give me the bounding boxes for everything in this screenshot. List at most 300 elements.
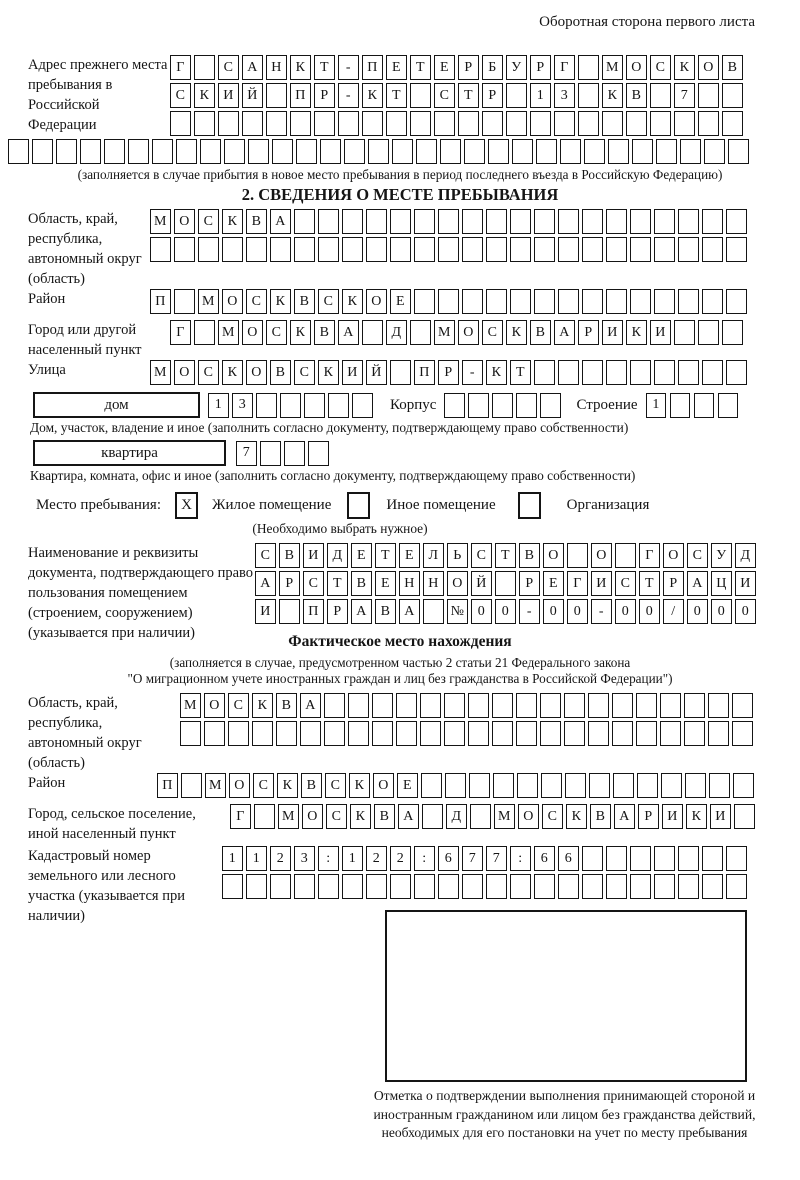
char-box[interactable]	[296, 139, 317, 164]
char-box[interactable]	[104, 139, 125, 164]
char-box[interactable]	[328, 393, 349, 418]
char-box[interactable]: Г	[230, 804, 251, 829]
char-box[interactable]	[654, 237, 675, 262]
char-box[interactable]	[486, 209, 507, 234]
char-box[interactable]	[414, 209, 435, 234]
char-box[interactable]	[314, 111, 335, 136]
char-box[interactable]: 7	[236, 441, 257, 466]
char-box[interactable]	[558, 360, 579, 385]
char-box[interactable]	[732, 721, 753, 746]
char-box[interactable]	[495, 571, 516, 596]
char-box[interactable]: Е	[375, 571, 396, 596]
char-box[interactable]	[602, 111, 623, 136]
char-box[interactable]: М	[494, 804, 515, 829]
char-box[interactable]: С	[294, 360, 315, 385]
char-box[interactable]	[540, 693, 561, 718]
char-box[interactable]	[726, 289, 747, 314]
char-box[interactable]	[414, 874, 435, 899]
char-box[interactable]: -	[338, 83, 359, 108]
char-box[interactable]	[732, 693, 753, 718]
char-box[interactable]: -	[519, 599, 540, 624]
char-box[interactable]: 1	[342, 846, 363, 871]
char-box[interactable]	[421, 773, 442, 798]
char-box[interactable]: В	[270, 360, 291, 385]
char-box[interactable]	[582, 846, 603, 871]
char-box[interactable]: Л	[423, 543, 444, 568]
char-box[interactable]	[698, 111, 719, 136]
char-box[interactable]	[615, 543, 636, 568]
char-box[interactable]: О	[222, 289, 243, 314]
char-box[interactable]	[438, 237, 459, 262]
char-box[interactable]	[180, 721, 201, 746]
char-box[interactable]	[318, 874, 339, 899]
char-box[interactable]	[558, 289, 579, 314]
char-box[interactable]	[242, 111, 263, 136]
char-box[interactable]	[80, 139, 101, 164]
char-box[interactable]	[510, 237, 531, 262]
char-box[interactable]	[582, 237, 603, 262]
char-box[interactable]	[660, 693, 681, 718]
char-box[interactable]	[276, 721, 297, 746]
char-box[interactable]	[344, 139, 365, 164]
char-box[interactable]: М	[278, 804, 299, 829]
char-box[interactable]: В	[374, 804, 395, 829]
char-box[interactable]: О	[518, 804, 539, 829]
char-box[interactable]: Т	[386, 83, 407, 108]
char-box[interactable]	[222, 237, 243, 262]
char-box[interactable]: -	[338, 55, 359, 80]
char-box[interactable]	[630, 360, 651, 385]
char-box[interactable]: С	[318, 289, 339, 314]
char-box[interactable]: О	[366, 289, 387, 314]
char-box[interactable]	[200, 139, 221, 164]
char-box[interactable]	[678, 846, 699, 871]
char-box[interactable]: И	[710, 804, 731, 829]
char-box[interactable]	[410, 111, 431, 136]
char-box[interactable]: С	[198, 209, 219, 234]
char-box[interactable]: М	[602, 55, 623, 80]
char-box[interactable]: О	[698, 55, 719, 80]
char-box[interactable]	[410, 320, 431, 345]
char-box[interactable]: 0	[543, 599, 564, 624]
char-box[interactable]	[726, 846, 747, 871]
char-box[interactable]: 6	[558, 846, 579, 871]
char-box[interactable]: Ц	[711, 571, 732, 596]
other-premises-checkbox[interactable]	[347, 492, 370, 519]
char-box[interactable]	[678, 209, 699, 234]
char-box[interactable]: Р	[279, 571, 300, 596]
char-box[interactable]	[438, 874, 459, 899]
char-box[interactable]: 2	[270, 846, 291, 871]
char-box[interactable]: В	[301, 773, 322, 798]
char-box[interactable]: Р	[482, 83, 503, 108]
char-box[interactable]	[284, 441, 305, 466]
char-box[interactable]	[416, 139, 437, 164]
char-box[interactable]	[582, 209, 603, 234]
char-box[interactable]: С	[303, 571, 324, 596]
char-box[interactable]	[390, 209, 411, 234]
char-box[interactable]	[486, 289, 507, 314]
char-box[interactable]	[626, 111, 647, 136]
char-box[interactable]: 1	[208, 393, 229, 418]
char-box[interactable]: В	[276, 693, 297, 718]
char-box[interactable]	[606, 874, 627, 899]
char-box[interactable]	[534, 874, 555, 899]
char-box[interactable]	[492, 393, 513, 418]
char-box[interactable]	[420, 721, 441, 746]
char-box[interactable]: Г	[567, 571, 588, 596]
char-box[interactable]	[294, 874, 315, 899]
char-box[interactable]	[636, 693, 657, 718]
char-box[interactable]	[656, 139, 677, 164]
char-box[interactable]: :	[318, 846, 339, 871]
char-box[interactable]: К	[270, 289, 291, 314]
char-box[interactable]	[444, 721, 465, 746]
char-box[interactable]	[606, 237, 627, 262]
char-box[interactable]: -	[462, 360, 483, 385]
char-box[interactable]	[304, 393, 325, 418]
char-box[interactable]: 6	[438, 846, 459, 871]
char-box[interactable]	[181, 773, 202, 798]
char-box[interactable]: И	[591, 571, 612, 596]
char-box[interactable]: О	[663, 543, 684, 568]
char-box[interactable]	[612, 721, 633, 746]
char-box[interactable]	[702, 846, 723, 871]
char-box[interactable]	[318, 237, 339, 262]
char-box[interactable]	[650, 83, 671, 108]
char-box[interactable]: 3	[554, 83, 575, 108]
char-box[interactable]	[636, 721, 657, 746]
char-box[interactable]	[488, 139, 509, 164]
char-box[interactable]	[630, 874, 651, 899]
char-box[interactable]	[434, 111, 455, 136]
char-box[interactable]	[246, 874, 267, 899]
char-box[interactable]: 7	[486, 846, 507, 871]
char-box[interactable]	[270, 237, 291, 262]
char-box[interactable]: 2	[390, 846, 411, 871]
char-box[interactable]: Б	[482, 55, 503, 80]
char-box[interactable]	[678, 237, 699, 262]
char-box[interactable]: В	[294, 289, 315, 314]
char-box[interactable]	[684, 693, 705, 718]
char-box[interactable]	[410, 83, 431, 108]
char-box[interactable]: И	[650, 320, 671, 345]
char-box[interactable]	[294, 209, 315, 234]
char-box[interactable]	[368, 139, 389, 164]
char-box[interactable]: К	[318, 360, 339, 385]
char-box[interactable]	[492, 721, 513, 746]
char-box[interactable]	[510, 209, 531, 234]
char-box[interactable]: Г	[639, 543, 660, 568]
char-box[interactable]: 0	[495, 599, 516, 624]
char-box[interactable]: 1	[246, 846, 267, 871]
char-box[interactable]	[517, 773, 538, 798]
char-box[interactable]: В	[519, 543, 540, 568]
char-box[interactable]	[606, 360, 627, 385]
char-box[interactable]	[150, 237, 171, 262]
char-box[interactable]	[414, 237, 435, 262]
char-box[interactable]	[516, 693, 537, 718]
char-box[interactable]: С	[326, 804, 347, 829]
char-box[interactable]: О	[246, 360, 267, 385]
char-box[interactable]: С	[615, 571, 636, 596]
char-box[interactable]	[678, 360, 699, 385]
char-box[interactable]	[582, 289, 603, 314]
char-box[interactable]: С	[218, 55, 239, 80]
char-box[interactable]	[469, 773, 490, 798]
char-box[interactable]: С	[253, 773, 274, 798]
char-box[interactable]	[670, 393, 691, 418]
char-box[interactable]	[589, 773, 610, 798]
char-box[interactable]: К	[566, 804, 587, 829]
char-box[interactable]	[726, 874, 747, 899]
char-box[interactable]: О	[373, 773, 394, 798]
char-box[interactable]: К	[362, 83, 383, 108]
char-box[interactable]	[440, 139, 461, 164]
char-box[interactable]	[733, 773, 754, 798]
char-box[interactable]	[470, 804, 491, 829]
char-box[interactable]	[578, 83, 599, 108]
char-box[interactable]	[194, 55, 215, 80]
char-box[interactable]: Т	[375, 543, 396, 568]
char-box[interactable]: Р	[314, 83, 335, 108]
char-box[interactable]	[390, 237, 411, 262]
char-box[interactable]	[510, 289, 531, 314]
char-box[interactable]: О	[174, 360, 195, 385]
char-box[interactable]: О	[591, 543, 612, 568]
char-box[interactable]	[290, 111, 311, 136]
char-box[interactable]: А	[398, 804, 419, 829]
char-box[interactable]: О	[204, 693, 225, 718]
char-box[interactable]	[486, 237, 507, 262]
char-box[interactable]	[390, 874, 411, 899]
char-box[interactable]: Р	[458, 55, 479, 80]
char-box[interactable]: М	[180, 693, 201, 718]
char-box[interactable]: П	[157, 773, 178, 798]
char-box[interactable]	[565, 773, 586, 798]
char-box[interactable]	[722, 83, 743, 108]
char-box[interactable]: Т	[639, 571, 660, 596]
char-box[interactable]	[654, 874, 675, 899]
char-box[interactable]: 0	[711, 599, 732, 624]
char-box[interactable]	[222, 874, 243, 899]
char-box[interactable]	[726, 237, 747, 262]
char-box[interactable]: Е	[399, 543, 420, 568]
char-box[interactable]: Е	[543, 571, 564, 596]
char-box[interactable]	[248, 139, 269, 164]
char-box[interactable]	[510, 874, 531, 899]
char-box[interactable]: Р	[438, 360, 459, 385]
char-box[interactable]: 0	[639, 599, 660, 624]
char-box[interactable]	[462, 237, 483, 262]
char-box[interactable]: Т	[314, 55, 335, 80]
char-box[interactable]: Й	[366, 360, 387, 385]
char-box[interactable]	[462, 289, 483, 314]
char-box[interactable]	[704, 139, 725, 164]
char-box[interactable]	[438, 289, 459, 314]
char-box[interactable]	[152, 139, 173, 164]
char-box[interactable]	[558, 874, 579, 899]
char-box[interactable]	[170, 111, 191, 136]
char-box[interactable]	[702, 874, 723, 899]
char-box[interactable]	[678, 874, 699, 899]
char-box[interactable]	[702, 360, 723, 385]
char-box[interactable]: В	[722, 55, 743, 80]
char-box[interactable]: 0	[687, 599, 708, 624]
char-box[interactable]: А	[351, 599, 372, 624]
char-box[interactable]	[338, 111, 359, 136]
char-box[interactable]	[654, 360, 675, 385]
char-box[interactable]: С	[170, 83, 191, 108]
char-box[interactable]	[462, 874, 483, 899]
char-box[interactable]: Е	[397, 773, 418, 798]
char-box[interactable]	[392, 139, 413, 164]
char-box[interactable]: Г	[554, 55, 575, 80]
char-box[interactable]	[280, 393, 301, 418]
char-box[interactable]: 3	[294, 846, 315, 871]
char-box[interactable]	[218, 111, 239, 136]
char-box[interactable]	[492, 693, 513, 718]
char-box[interactable]	[324, 693, 345, 718]
char-box[interactable]	[540, 721, 561, 746]
char-box[interactable]: 7	[674, 83, 695, 108]
char-box[interactable]: Е	[386, 55, 407, 80]
char-box[interactable]	[694, 393, 715, 418]
char-box[interactable]: О	[174, 209, 195, 234]
char-box[interactable]: К	[222, 209, 243, 234]
char-box[interactable]: П	[150, 289, 171, 314]
char-box[interactable]	[608, 139, 629, 164]
char-box[interactable]	[372, 721, 393, 746]
char-box[interactable]: К	[342, 289, 363, 314]
char-box[interactable]: В	[314, 320, 335, 345]
char-box[interactable]	[198, 237, 219, 262]
char-box[interactable]	[516, 393, 537, 418]
char-box[interactable]: Д	[735, 543, 756, 568]
char-box[interactable]: К	[290, 320, 311, 345]
char-box[interactable]: К	[194, 83, 215, 108]
char-box[interactable]: О	[626, 55, 647, 80]
char-box[interactable]	[660, 721, 681, 746]
char-box[interactable]	[8, 139, 29, 164]
char-box[interactable]: П	[290, 83, 311, 108]
char-box[interactable]: С	[687, 543, 708, 568]
char-box[interactable]	[541, 773, 562, 798]
char-box[interactable]: Д	[327, 543, 348, 568]
char-box[interactable]: В	[590, 804, 611, 829]
char-box[interactable]	[324, 721, 345, 746]
char-box[interactable]: Д	[446, 804, 467, 829]
char-box[interactable]	[734, 804, 755, 829]
char-box[interactable]	[554, 111, 575, 136]
char-box[interactable]: И	[218, 83, 239, 108]
char-box[interactable]	[702, 237, 723, 262]
char-box[interactable]: Т	[510, 360, 531, 385]
char-box[interactable]: О	[447, 571, 468, 596]
char-box[interactable]	[678, 289, 699, 314]
char-box[interactable]	[294, 237, 315, 262]
char-box[interactable]: У	[506, 55, 527, 80]
char-box[interactable]: Р	[663, 571, 684, 596]
char-box[interactable]: С	[542, 804, 563, 829]
char-box[interactable]	[224, 139, 245, 164]
char-box[interactable]: Т	[410, 55, 431, 80]
char-box[interactable]	[708, 721, 729, 746]
char-box[interactable]: 6	[534, 846, 555, 871]
char-box[interactable]	[56, 139, 77, 164]
char-box[interactable]	[722, 320, 743, 345]
char-box[interactable]	[567, 543, 588, 568]
char-box[interactable]	[390, 360, 411, 385]
char-box[interactable]	[372, 693, 393, 718]
char-box[interactable]	[684, 721, 705, 746]
char-box[interactable]	[578, 55, 599, 80]
char-box[interactable]: М	[150, 209, 171, 234]
char-box[interactable]: И	[342, 360, 363, 385]
char-box[interactable]	[630, 289, 651, 314]
char-box[interactable]: :	[510, 846, 531, 871]
char-box[interactable]	[606, 846, 627, 871]
char-box[interactable]: А	[255, 571, 276, 596]
char-box[interactable]	[458, 111, 479, 136]
char-box[interactable]: Г	[170, 320, 191, 345]
char-box[interactable]	[396, 693, 417, 718]
char-box[interactable]	[260, 441, 281, 466]
char-box[interactable]: О	[302, 804, 323, 829]
char-box[interactable]: Т	[327, 571, 348, 596]
char-box[interactable]: С	[471, 543, 492, 568]
char-box[interactable]	[414, 289, 435, 314]
char-box[interactable]: Н	[266, 55, 287, 80]
char-box[interactable]: А	[242, 55, 263, 80]
char-box[interactable]	[558, 237, 579, 262]
char-box[interactable]: К	[277, 773, 298, 798]
char-box[interactable]: Д	[386, 320, 407, 345]
char-box[interactable]	[362, 111, 383, 136]
char-box[interactable]	[320, 139, 341, 164]
char-box[interactable]: 2	[366, 846, 387, 871]
char-box[interactable]	[674, 111, 695, 136]
char-box[interactable]	[366, 209, 387, 234]
char-box[interactable]: В	[626, 83, 647, 108]
char-box[interactable]: Й	[471, 571, 492, 596]
char-box[interactable]: И	[602, 320, 623, 345]
char-box[interactable]	[362, 320, 383, 345]
char-box[interactable]: Е	[434, 55, 455, 80]
char-box[interactable]: К	[350, 804, 371, 829]
char-box[interactable]	[512, 139, 533, 164]
char-box[interactable]: П	[362, 55, 383, 80]
char-box[interactable]	[564, 721, 585, 746]
char-box[interactable]	[613, 773, 634, 798]
char-box[interactable]	[468, 393, 489, 418]
char-box[interactable]: В	[375, 599, 396, 624]
char-box[interactable]: К	[674, 55, 695, 80]
char-box[interactable]	[462, 209, 483, 234]
char-box[interactable]: Р	[638, 804, 659, 829]
char-box[interactable]	[530, 111, 551, 136]
char-box[interactable]	[698, 320, 719, 345]
char-box[interactable]: 1	[530, 83, 551, 108]
char-box[interactable]	[32, 139, 53, 164]
char-box[interactable]: О	[543, 543, 564, 568]
char-box[interactable]: И	[303, 543, 324, 568]
char-box[interactable]: О	[229, 773, 250, 798]
char-box[interactable]	[270, 874, 291, 899]
char-box[interactable]	[486, 874, 507, 899]
char-box[interactable]	[506, 83, 527, 108]
char-box[interactable]: К	[252, 693, 273, 718]
